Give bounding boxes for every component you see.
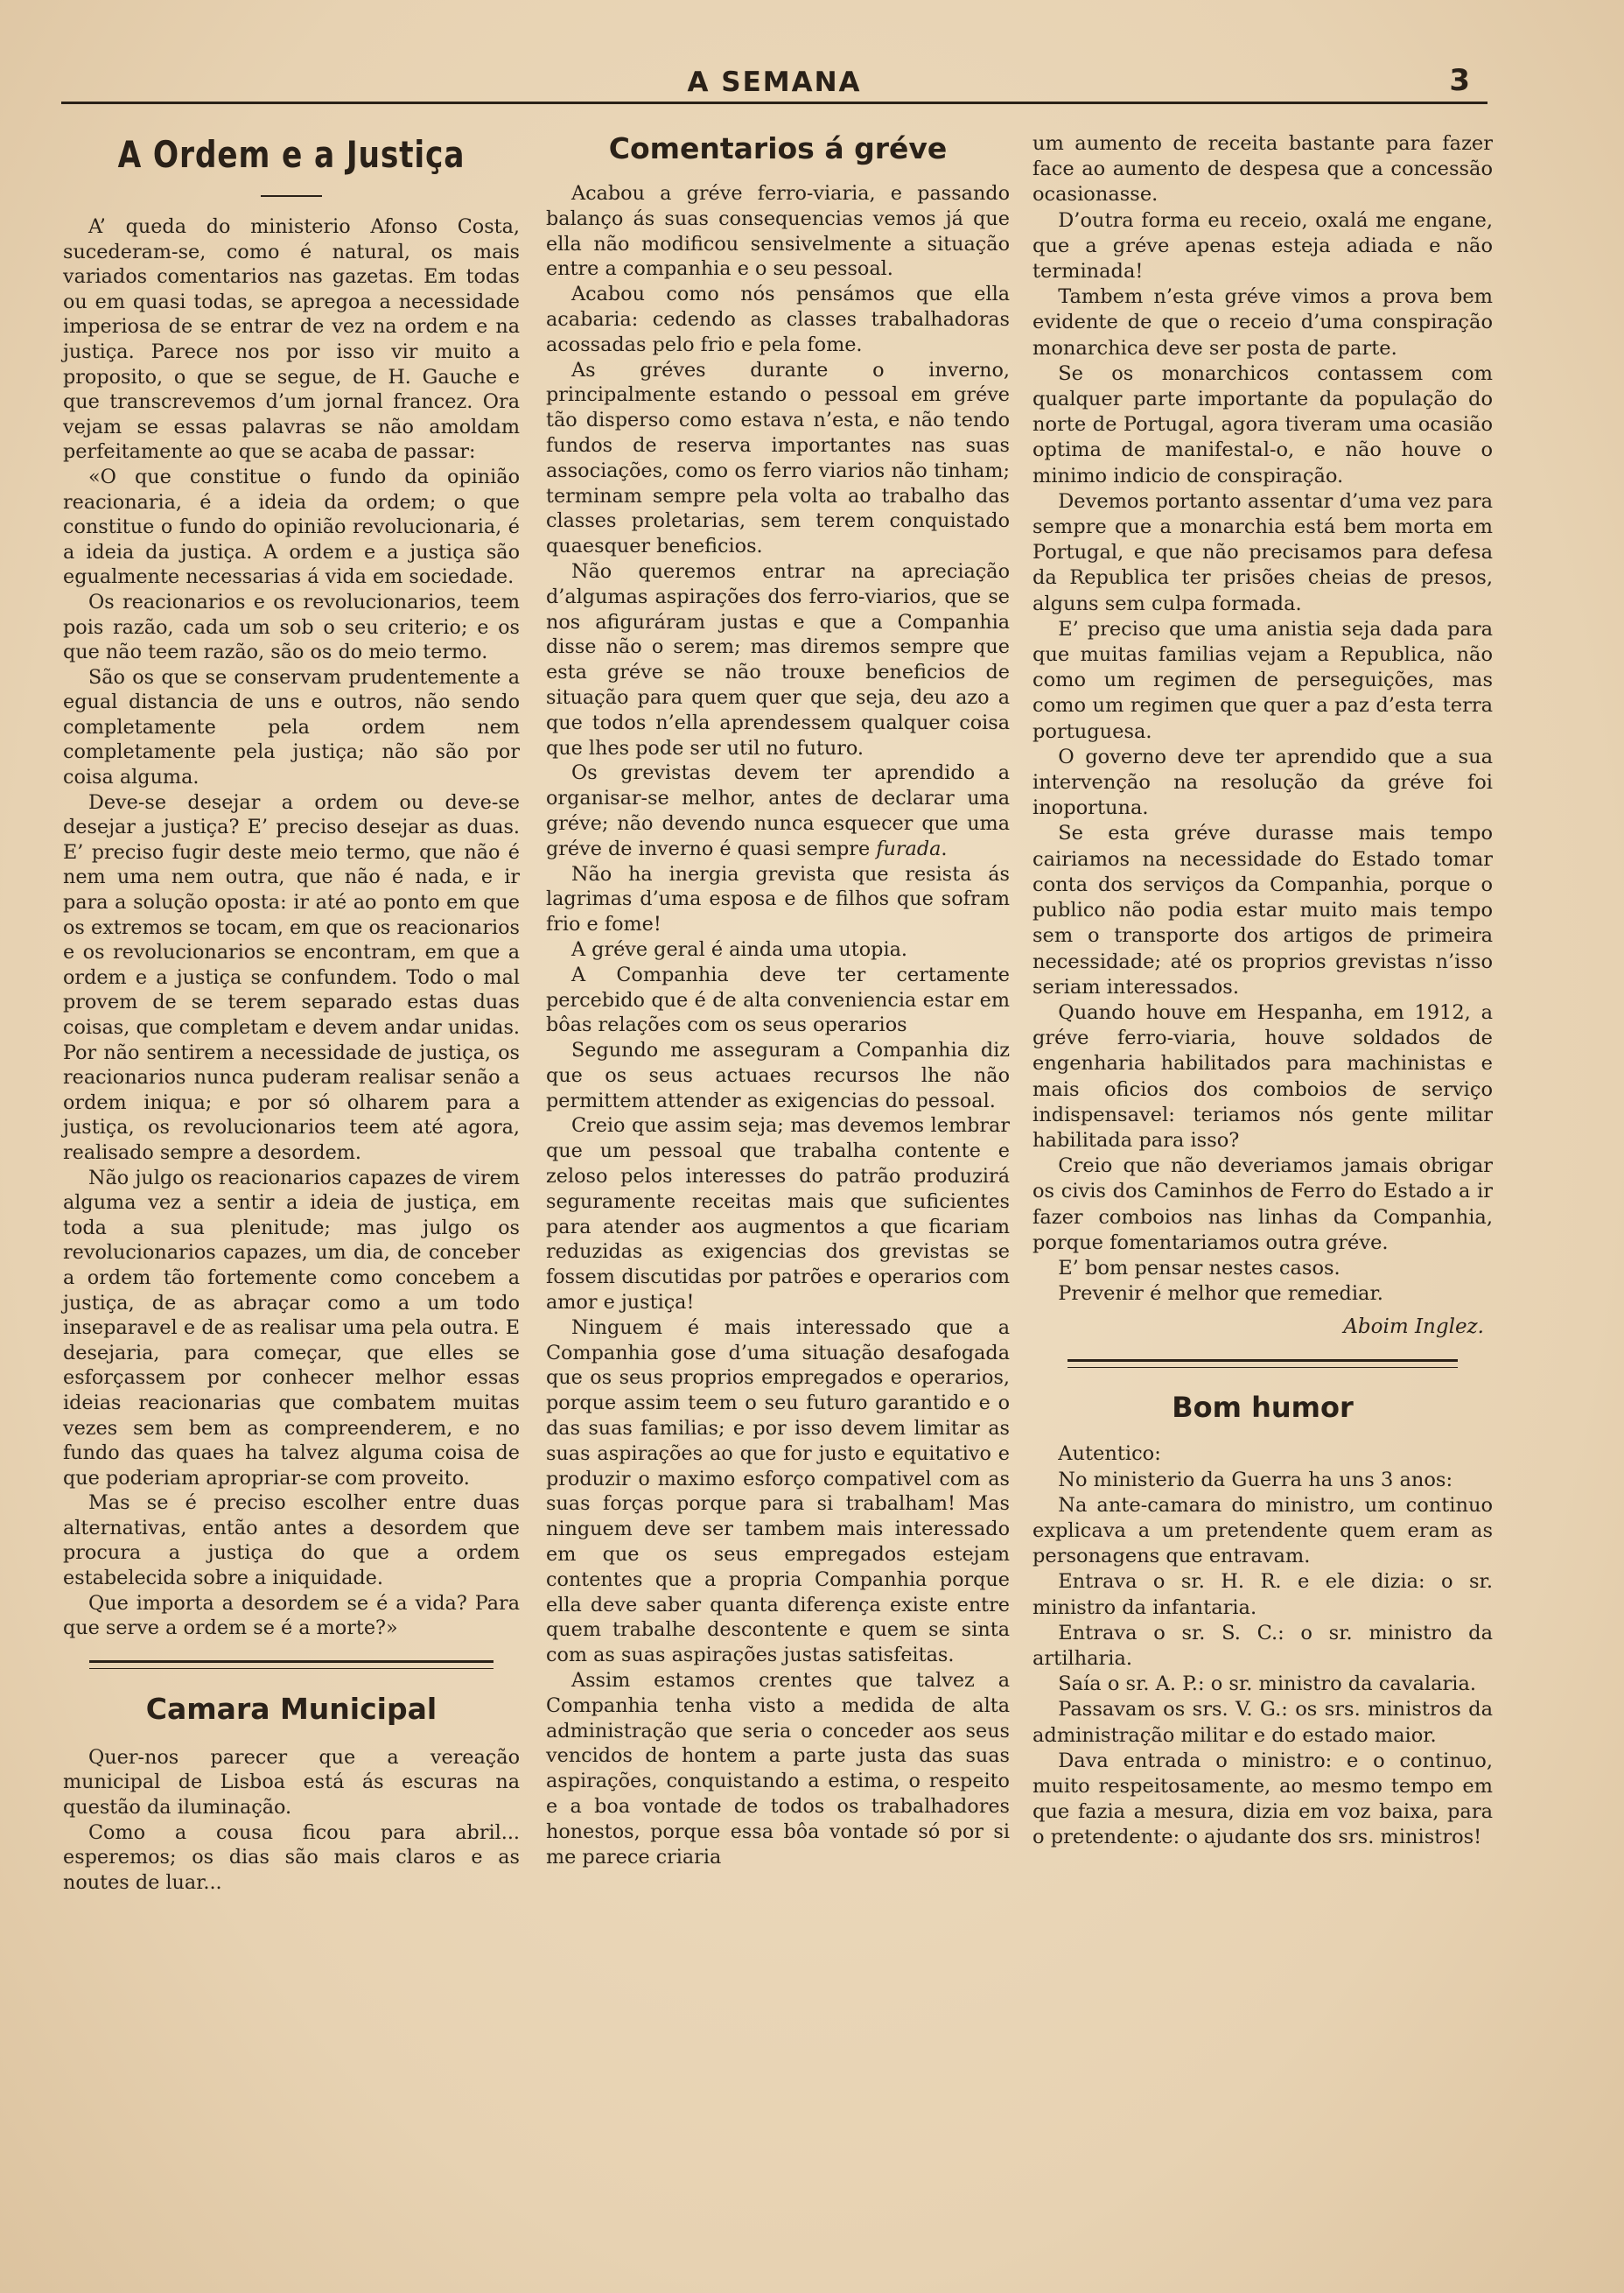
paragraph: Os reacionarios e os revolucionarios, teem pois razão, cada um sob o seu criterio; e os que não teem razão, são os do meio termo. (63, 590, 520, 664)
paragraph: Creio que não deveriamos jamais obrigar os civis dos Caminhos de Ferro do Estado a ir fazer comboios nas linhas da Companhia, porque fomentariamos outra gréve. (1032, 1154, 1493, 1254)
paragraph: um aumento de receita bastante para fazer face ao aumento de despesa que a concessão ocasionasse. (1032, 132, 1493, 207)
paragraph: No ministerio da Guerra ha uns 3 anos: (1058, 1468, 1453, 1491)
paragraph: Quer-nos parecer que a vereação municipal de Lisboa está ás escuras na questão da iluminação. (63, 1745, 520, 1820)
paragraph: Prevenir é melhor que remediar. (1058, 1282, 1383, 1306)
paragraph: Deve-se desejar a ordem ou deve-se desejar a justiça? E’ preciso desejar as duas. E’ preciso fugir deste meio termo, que não é nem uma nem outra, que não é nada, e ir para a solução oposta: ir até ao ponto em que os extremos se tocam, em que os reacionarios e os revolucionarios se encontram, em que a ordem e a justiça se confundem. Todo o mal provem de se terem separado estas duas coisas, que completam e devem andar unidas. Por não sentirem a necessidade de justiça, os reacionarios nunca puderam realisar senão a ordem iniqua; e por só olharem para a justiça, os revolucionarios teem até agora, realisado sempre a desordem. (63, 790, 520, 1164)
title-divider (261, 195, 322, 197)
article-title-camara-municipal: Camara Municipal (145, 1691, 438, 1726)
article-title-ordem-justica: A Ordem e a Justiça (117, 133, 466, 176)
author-signature: Aboim Inglez. (1343, 1315, 1484, 1339)
paragraph: Mas se é preciso escolher entre duas alternativas, então antes a desordem que procura a justiça do que a ordem estabelecida sobre a iniquidade. (63, 1491, 520, 1590)
paragraph: Saía o sr. A. P.: o sr. ministro da cavalaria. (1058, 1672, 1477, 1696)
paragraph: As gréves durante o inverno, principalmente estando o pessoal em gréve tão disperso como estava n’esta, e não tendo fundos de reserva importantes nas suas associações, como os ferro viarios não tinham; terminam sempre pela volta ao trabalho das classes proletarias, sem terem conquistado quaesquer beneficios. (546, 358, 1010, 558)
paragraph: Tambem n’esta gréve vimos a prova bem evidente de que o receio d’uma conspiração monarchica deve ser posta de parte. (1032, 285, 1493, 360)
paragraph: Acabou como nós pensámos que ella acabaria: cedendo as classes trabalhadoras acossadas pelo frio e pela fome. (546, 283, 1010, 356)
section-divider (1068, 1359, 1458, 1368)
paragraph: Se esta gréve durasse mais tempo cairiamos na necessidade do Estado tomar conta dos serviços da Companhia, porque o publico não podia estar muito mais tempo sem o transporte dos artigos de primeira necessidade; até os proprios grevistas n’isso seriam interessados. (1032, 822, 1493, 999)
paragraph: Acabou a gréve ferro-viaria, e passando balanço ás suas consequencias vemos já que ella não modificou sensivelmente a situação entre a companhia e o seu pessoal. (546, 182, 1010, 281)
paragraph: Devemos portanto assentar d’uma vez para sempre que a monarchia está bem morta em Portugal, e que não precisamos para defesa da Republica ter prisões cheias de presos, alguns sem culpa formada. (1032, 489, 1493, 615)
paragraph-text: Os grevistas devem ter aprendido a organisar-se melhor, antes de declarar uma gréve; não devendo nunca esquecer que uma gréve de inverno é quasi sempre (546, 761, 1010, 860)
paragraph: Entrava o sr. H. R. e ele dizia: o sr. ministro da infantaria. (1032, 1570, 1493, 1619)
article-title-comentarios-greve: Comentarios á gréve (608, 131, 948, 165)
paragraph: Como a cousa ficou para abril... esperemos; os dias são mais claros e as noutes de luar... (63, 1820, 520, 1894)
paragraph: Quando houve em Hespanha, em 1912, a gréve ferro-viaria, houve soldados de engenharia habilitados para machinistas e mais oficios dos comboios de serviço indispensavel: teriamos nós gente militar habilitada para isso? (1032, 1000, 1493, 1152)
paragraph-end: . (941, 837, 948, 860)
paragraph: Não ha inergia grevista que resista ás lagrimas d’uma esposa e de filhos que sofram frio e fome! (546, 862, 1010, 936)
page-number: 3 (1449, 63, 1470, 98)
column-1 (63, 131, 520, 1895)
paragraph: Assim estamos crentes que talvez a Companhia tenha visto a medida de alta administração que seria o conceder aos seus vencidos de hontem a parte justa das suas aspirações, conquistando a estima, o respeito e a boa vontade de todos os trabalhadores honestos, porque essa bôa vontade só por si me parece criaria (546, 1669, 1010, 1869)
paragraph: Autentico: (1058, 1442, 1161, 1466)
paragraph: Não queremos entrar na apreciação d’algumas aspirações dos ferro-viarios, que se nos afiguráram justas e que a Companhia disse não o serem; mas diremos sempre que esta gréve se não trouxe beneficios de situação para quem quer que seja, deu azo a que todos n’ella aprendessem qualquer coisa que lhes pode ser util no futuro. (546, 559, 1010, 760)
newspaper-title: A SEMANA (687, 67, 862, 98)
paragraph: A gréve geral é ainda uma utopia. (570, 937, 907, 961)
paragraph: Ninguem é mais interessado que a Companhia gose d’uma situação desafogada que os seus proprios empregados e operarios, porque assim teem o seu futuro garantido e o das suas familias; e por isso devem limitar as suas aspirações ao que for justo e equitativo e produzir o maximo esforço compativel com as suas forças porque para si trabalham! Mas ninguem deve ser tambem mais interessado em que os seus empregados estejam contentes que a propria Companhia porque ella deve saber quanta diferença existe entre quem trabalhe descontente e quem se sinta com as suas aspirações justas satisfeitas. (546, 1315, 1010, 1667)
column-3 (1032, 131, 1493, 1851)
paragraph: São os que se conservam prudentemente a egual distancia de uns e outros, não sendo completamente pela ordem nem completamente pela justiça; não são por coisa alguma. (63, 665, 520, 789)
masthead (61, 63, 1488, 104)
paragraph: «O que constitue o fundo da opinião reacionaria, é a ideia da ordem; o que constitue o fundo do opinião revolucionaria, é a ideia da justiça. A ordem e a justiça são egualmente necessarias á vida em sociedade. (63, 465, 520, 589)
paragraph: E’ bom pensar nestes casos. (1058, 1256, 1340, 1280)
paragraph: D’outra forma eu receio, oxalá me engane, que a gréve apenas esteja adiada e não terminada! (1032, 208, 1493, 284)
italic-word: furada (876, 837, 942, 860)
paragraph: Dava entrada o ministro: e o continuo, muito respeitosamente, ao mesmo tempo em que fazia a mesura, dizia em voz baixa, para o pretendente: o ajudante dos srs. ministros! (1032, 1749, 1493, 1849)
paragraph: A’ queda do ministerio Afonso Costa, sucederam-se, como é natural, os mais variados comentarios nas gazetas. Em todas ou em quasi todas, se apregoa a necessidade imperiosa de se entrar de vez na ordem e na justiça. Parece nos por isso vir muito a proposito, o que se segue, de H. Gauche e que transcrevemos d’um jornal francez. Ora vejam se essas palavras se não amoldam perfeitamente ao que se acaba de passar: (63, 215, 520, 464)
paragraph: O governo deve ter aprendido que a sua intervenção na resolução da gréve foi inoportuna. (1032, 745, 1493, 820)
section-divider (89, 1660, 494, 1669)
paragraph: Não julgo os reacionarios capazes de virem alguma vez a sentir a ideia de justiça, em toda a sua plenitude; mas julgo os revolucionarios capazes, um dia, de conceber a ordem tão fortemente como concebem a justiça, de as abraçar como a um todo inseparavel e de as realisar uma pela outra. E desejaria, para começar, que elles se esforçassem por conhecer melhor essas ideias reacionarias que combatem muitas vezes sem bem as compreenderem, e no fundo das quaes ha talvez alguma coisa de que poderiam apropriar-se com proveito. (63, 1166, 520, 1490)
paragraph: Segundo me asseguram a Companhia diz que os seus actuaes recursos lhe não permittem attender as exigencias do pessoal. (546, 1039, 1010, 1112)
paragraph: Passavam os srs. V. G.: os srs. ministros da administração militar e do estado maior. (1032, 1698, 1493, 1747)
article-title-bom-humor: Bom humor (1172, 1391, 1354, 1425)
paragraph: Na ante-camara do ministro, um continuo explicava a um pretendente quem eram as personagens que entravam. (1032, 1493, 1493, 1568)
paragraph: E’ preciso que uma anistia seja dada para que muitas familias vejam a Republica, não como um regimen de perseguições, mas como um regimen que quer a paz d’esta terra portuguesa. (1032, 617, 1493, 743)
paragraph: A Companhia deve ter certamente percebido que é de alta conveniencia estar em bôas relações com os seus operarios (546, 963, 1010, 1037)
column-2 (546, 131, 1010, 1869)
paragraph (546, 761, 1010, 861)
paragraph: Entrava o sr. S. C.: o sr. ministro da artilharia. (1032, 1621, 1493, 1670)
paragraph: Creio que assim seja; mas devemos lembrar que um pessoal que trabalha contente e zeloso pelos interesses do patrão produzirá seguramente receitas mais que suficientes para atender aos augmentos a que ficariam reduzidas as exigencias dos grevistas se fossem discutidas por patrões e operarios com amor e justiça! (546, 1114, 1010, 1315)
paragraph: Se os monarchicos contassem com qualquer parte importante da população do norte de Portugal, agora tiveram uma ocasião optima de manifestal-o, e não houve o minimo indicio de conspiração. (1032, 361, 1493, 487)
paragraph: Que importa a desordem se é a vida? Para que serve a ordem se é a morte?» (63, 1591, 520, 1640)
